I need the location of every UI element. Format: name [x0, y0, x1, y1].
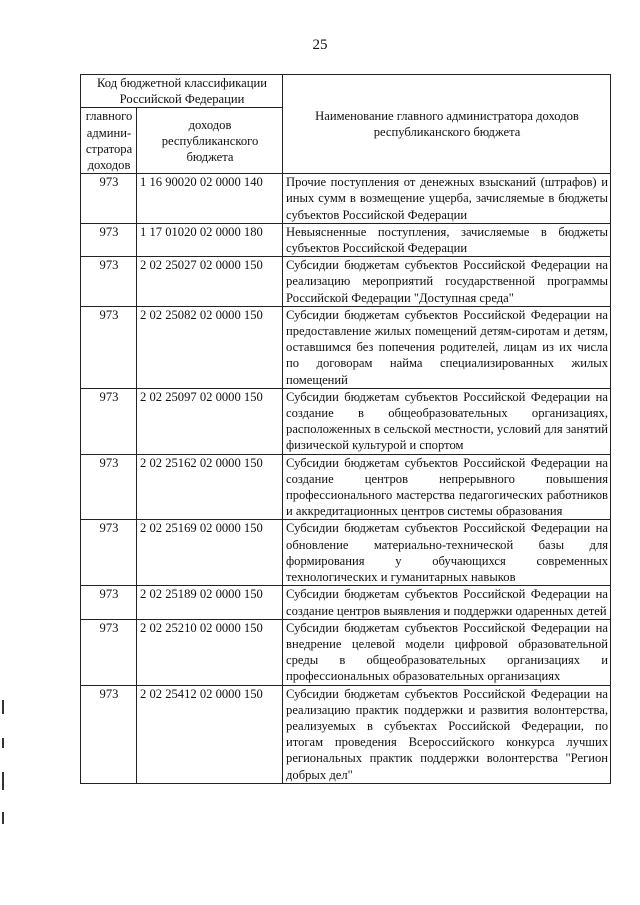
revenue-name: Субсидии бюджетам субъектов Российской Федерации на создание в общеобразовательных организациях, расположенных в сельской местности, условий для занятий физической культурой и спортом: [283, 388, 611, 454]
administrator-code: 973: [81, 520, 137, 586]
table-row: [81, 454, 611, 520]
revenue-code: 2 02 25097 02 0000 150: [137, 388, 283, 454]
revenue-code: 2 02 25210 02 0000 150: [137, 619, 283, 685]
revenue-code: 2 02 25027 02 0000 150: [137, 257, 283, 307]
page-number: 25: [312, 37, 328, 53]
revenue-code: 2 02 25169 02 0000 150: [137, 520, 283, 586]
table-row: [81, 257, 611, 307]
table-row: [81, 520, 611, 586]
scan-edge-mark: [2, 812, 4, 824]
table-row: [81, 586, 611, 619]
administrator-code: 973: [81, 257, 137, 307]
scan-edge-mark: [2, 772, 4, 790]
administrator-code: 973: [81, 174, 137, 224]
revenue-name: Субсидии бюджетам субъектов Российской Федерации на предоставление жилых помещений детям-сиротам и детям, оставшимся без попечения родителей, лицам из их числа по договорам найма специализированных жилых помещений: [283, 306, 611, 388]
scan-edge-mark: [2, 738, 4, 748]
header-revenue-code: доходов республиканского бюджета: [137, 108, 283, 174]
revenue-name: Субсидии бюджетам субъектов Российской Федерации на создание центров непрерывного повышения профессионального мастерства педагогических работников и аккредитационных центров системы образования: [283, 454, 611, 520]
revenue-code: 1 17 01020 02 0000 180: [137, 223, 283, 256]
revenue-code: 2 02 25412 02 0000 150: [137, 685, 283, 783]
revenue-code: 2 02 25082 02 0000 150: [137, 306, 283, 388]
header-main-administrator: главного админи-стратора доходов: [81, 108, 137, 174]
revenue-code: 1 16 90020 02 0000 140: [137, 174, 283, 224]
table-row: [81, 306, 611, 388]
administrator-code: 973: [81, 454, 137, 520]
revenue-name: Субсидии бюджетам субъектов Российской Федерации на создание центров выявления и поддержки одаренных детей: [283, 586, 611, 619]
revenue-code: 2 02 25189 02 0000 150: [137, 586, 283, 619]
scan-edge-mark: [2, 700, 4, 714]
header-administrator-name: Наименование главного администратора доходов республиканского бюджета: [283, 75, 611, 174]
administrator-code: 973: [81, 685, 137, 783]
table-row: [81, 223, 611, 256]
administrator-code: 973: [81, 619, 137, 685]
revenue-name: Субсидии бюджетам субъектов Российской Федерации на реализацию практик поддержки и развития волонтерства, реализуемых в субъектах Российской Федерации, по итогам проведения Всероссийского конкурса лучших региональных практик поддержки волонтерства "Регион добрых дел": [283, 685, 611, 783]
administrator-code: 973: [81, 306, 137, 388]
header-group-budget-classification: Код бюджетной классификации Российской Федерации: [81, 75, 283, 108]
table-row: [81, 685, 611, 783]
revenue-code: 2 02 25162 02 0000 150: [137, 454, 283, 520]
administrator-code: 973: [81, 586, 137, 619]
table-row: [81, 174, 611, 224]
table-row: [81, 388, 611, 454]
revenue-name: Прочие поступления от денежных взысканий (штрафов) и иных сумм в возмещение ущерба, зачисляемые в бюджеты субъектов Российской Федерации: [283, 174, 611, 224]
table-row: [81, 619, 611, 685]
administrator-code: 973: [81, 388, 137, 454]
revenue-name: Субсидии бюджетам субъектов Российской Федерации на внедрение целевой модели цифровой образовательной среды в общеобразовательных организациях и профессиональных образовательных организациях: [283, 619, 611, 685]
administrator-code: 973: [81, 223, 137, 256]
revenue-name: Субсидии бюджетам субъектов Российской Федерации на обновление материально-технической базы для формирования у обучающихся современных технологических и гуманитарных навыков: [283, 520, 611, 586]
revenue-name: Невыясненные поступления, зачисляемые в бюджеты субъектов Российской Федерации: [283, 223, 611, 256]
revenue-name: Субсидии бюджетам субъектов Российской Федерации на реализацию мероприятий государственной программы Российской Федерации "Доступная среда": [283, 257, 611, 307]
table-header-row: [81, 75, 611, 108]
budget-classification-table: [80, 74, 611, 784]
